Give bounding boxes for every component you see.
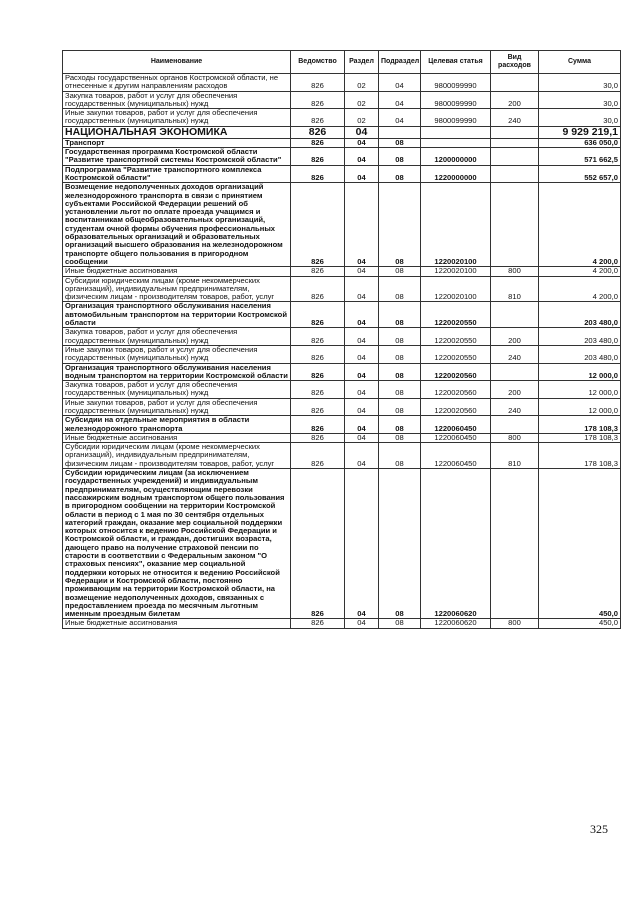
row-expense-type: 200	[491, 381, 539, 399]
row-article: 1220060450	[421, 433, 491, 442]
row-subsection: 08	[379, 345, 421, 363]
header-dept: Ведомство	[291, 51, 345, 74]
row-name: Иные бюджетные ассигнования	[63, 267, 291, 276]
row-section: 02	[345, 91, 379, 109]
row-subsection: 04	[379, 109, 421, 127]
row-section: 04	[345, 443, 379, 469]
row-section: 04	[345, 381, 379, 399]
table-row	[63, 109, 621, 127]
row-expense-type	[491, 74, 539, 92]
row-subsection: 08	[379, 165, 421, 183]
row-sum: 9 929 219,1	[539, 126, 621, 138]
row-dept: 826	[291, 91, 345, 109]
table-row	[63, 183, 621, 267]
row-article: 1220020100	[421, 183, 491, 267]
row-dept: 826	[291, 148, 345, 166]
row-subsection: 08	[379, 416, 421, 434]
row-expense-type	[491, 416, 539, 434]
row-name: Закупка товаров, работ и услуг для обеспечения государственных (муниципальных) нужд	[63, 328, 291, 346]
row-sum: 178 108,3	[539, 433, 621, 442]
table-body	[63, 74, 621, 629]
header-section: Раздел	[345, 51, 379, 74]
row-name: Субсидии юридическим лицам (кроме некоммерческих организаций), индивидуальным предпринимателям, физическим лицам - производителям товаров, работ, услуг	[63, 443, 291, 469]
row-name: Расходы государственных органов Костромской области, не отнесенные к другим направлениям расходов	[63, 74, 291, 92]
row-sum: 12 000,0	[539, 398, 621, 416]
row-name: Субсидии на отдельные мероприятия в области железнодорожного транспорта	[63, 416, 291, 434]
row-sum: 450,0	[539, 469, 621, 619]
row-article: 9800099990	[421, 74, 491, 92]
row-expense-type: 810	[491, 443, 539, 469]
row-dept: 826	[291, 381, 345, 399]
table-row	[63, 74, 621, 92]
row-dept: 826	[291, 469, 345, 619]
row-name: Закупка товаров, работ и услуг для обеспечения государственных (муниципальных) нужд	[63, 381, 291, 399]
table-row	[63, 148, 621, 166]
row-sum: 636 050,0	[539, 138, 621, 147]
row-section: 04	[345, 469, 379, 619]
row-dept: 826	[291, 74, 345, 92]
row-sum: 4 200,0	[539, 267, 621, 276]
row-subsection: 08	[379, 469, 421, 619]
row-article	[421, 138, 491, 147]
table-row	[63, 138, 621, 147]
row-section: 04	[345, 183, 379, 267]
table-row	[63, 126, 621, 138]
row-subsection: 04	[379, 74, 421, 92]
row-name: Субсидии юридическим лицам (кроме некоммерческих организаций), индивидуальным предпринимателям, физическим лицам - производителям товаров, работ, услуг	[63, 276, 291, 302]
row-article: 9800099990	[421, 109, 491, 127]
row-dept: 826	[291, 138, 345, 147]
row-section: 04	[345, 363, 379, 381]
row-sum: 552 657,0	[539, 165, 621, 183]
row-sum: 203 480,0	[539, 328, 621, 346]
header-name: Наименование	[63, 51, 291, 74]
row-article: 1220020100	[421, 267, 491, 276]
row-article: 1220060620	[421, 619, 491, 628]
row-article: 1200000000	[421, 148, 491, 166]
row-sum: 450,0	[539, 619, 621, 628]
row-article: 1220020550	[421, 302, 491, 328]
row-subsection: 08	[379, 619, 421, 628]
row-section: 04	[345, 138, 379, 147]
header-sum: Сумма	[539, 51, 621, 74]
row-name: Иные бюджетные ассигнования	[63, 433, 291, 442]
row-expense-type	[491, 469, 539, 619]
row-subsection: 08	[379, 267, 421, 276]
row-subsection: 08	[379, 398, 421, 416]
table-row	[63, 165, 621, 183]
row-expense-type: 800	[491, 619, 539, 628]
header-subsection: Подраздел	[379, 51, 421, 74]
row-expense-type: 800	[491, 433, 539, 442]
table-row	[63, 381, 621, 399]
row-section: 04	[345, 148, 379, 166]
row-expense-type: 240	[491, 109, 539, 127]
row-dept: 826	[291, 267, 345, 276]
row-subsection: 08	[379, 276, 421, 302]
row-section: 02	[345, 74, 379, 92]
table-row	[63, 398, 621, 416]
row-sum: 30,0	[539, 74, 621, 92]
row-dept: 826	[291, 345, 345, 363]
row-sum: 4 200,0	[539, 183, 621, 267]
row-expense-type: 810	[491, 276, 539, 302]
row-article: 1220020550	[421, 328, 491, 346]
row-article: 1220020100	[421, 276, 491, 302]
row-sum: 178 108,3	[539, 443, 621, 469]
row-section: 04	[345, 302, 379, 328]
row-sum: 571 662,5	[539, 148, 621, 166]
row-expense-type	[491, 138, 539, 147]
row-subsection: 08	[379, 328, 421, 346]
row-section: 04	[345, 276, 379, 302]
row-sum: 203 480,0	[539, 302, 621, 328]
row-name: Иные закупки товаров, работ и услуг для обеспечения государственных (муниципальных) нужд	[63, 109, 291, 127]
header-article: Целевая статья	[421, 51, 491, 74]
header-row	[63, 51, 621, 74]
row-dept: 826	[291, 416, 345, 434]
row-dept: 826	[291, 619, 345, 628]
table-row	[63, 267, 621, 276]
row-sum: 12 000,0	[539, 363, 621, 381]
row-dept: 826	[291, 165, 345, 183]
row-article	[421, 126, 491, 138]
row-expense-type: 240	[491, 398, 539, 416]
row-expense-type	[491, 148, 539, 166]
row-article: 9800099990	[421, 91, 491, 109]
row-section: 04	[345, 267, 379, 276]
row-subsection	[379, 126, 421, 138]
row-name: Возмещение недополученных доходов организаций железнодорожного транспорта в связи с принятием субъектами Российской Федерации решений об установлении льгот по оплате проезда учащимся и воспитанникам общеобразовательных организаций, студентам очной формы обучения профессиональных образовательных организаций и образовательных организаций высшего образования на железнодорожном транспорте общего пользования в пригородном сообщении	[63, 183, 291, 267]
row-section: 04	[345, 433, 379, 442]
row-dept: 826	[291, 363, 345, 381]
row-name: НАЦИОНАЛЬНАЯ ЭКОНОМИКА	[63, 126, 291, 138]
row-section: 02	[345, 109, 379, 127]
table-row	[63, 443, 621, 469]
row-article: 1220020550	[421, 345, 491, 363]
row-subsection: 08	[379, 363, 421, 381]
row-subsection: 08	[379, 138, 421, 147]
row-subsection: 08	[379, 183, 421, 267]
row-article: 1220000000	[421, 165, 491, 183]
row-expense-type	[491, 165, 539, 183]
row-dept: 826	[291, 276, 345, 302]
row-sum: 30,0	[539, 109, 621, 127]
budget-table	[62, 50, 621, 629]
row-name: Иные закупки товаров, работ и услуг для обеспечения государственных (муниципальных) нужд	[63, 345, 291, 363]
row-subsection: 08	[379, 443, 421, 469]
row-name: Иные бюджетные ассигнования	[63, 619, 291, 628]
table-row	[63, 619, 621, 628]
row-sum: 30,0	[539, 91, 621, 109]
row-article: 1220020560	[421, 363, 491, 381]
row-expense-type	[491, 126, 539, 138]
row-expense-type	[491, 183, 539, 267]
row-expense-type	[491, 363, 539, 381]
row-section: 04	[345, 328, 379, 346]
row-sum: 12 000,0	[539, 381, 621, 399]
row-dept: 826	[291, 398, 345, 416]
row-sum: 4 200,0	[539, 276, 621, 302]
row-sum: 178 108,3	[539, 416, 621, 434]
table-row	[63, 91, 621, 109]
row-name: Организация транспортного обслуживания населения водным транспортом на территории Костромской области	[63, 363, 291, 381]
row-dept: 826	[291, 109, 345, 127]
row-subsection: 08	[379, 381, 421, 399]
row-dept: 826	[291, 433, 345, 442]
row-dept: 826	[291, 183, 345, 267]
row-expense-type: 240	[491, 345, 539, 363]
row-section: 04	[345, 416, 379, 434]
table-row	[63, 433, 621, 442]
row-subsection: 08	[379, 148, 421, 166]
row-name: Организация транспортного обслуживания населения автомобильным транспортом на территории Костромской области	[63, 302, 291, 328]
row-name: Транспорт	[63, 138, 291, 147]
row-section: 04	[345, 398, 379, 416]
row-dept: 826	[291, 302, 345, 328]
row-name: Закупка товаров, работ и услуг для обеспечения государственных (муниципальных) нужд	[63, 91, 291, 109]
row-article: 1220020560	[421, 398, 491, 416]
row-dept: 826	[291, 328, 345, 346]
row-expense-type: 200	[491, 91, 539, 109]
table-row	[63, 302, 621, 328]
row-section: 04	[345, 619, 379, 628]
table-row	[63, 363, 621, 381]
row-name: Подпрограмма "Развитие транспортного комплекса Костромской области"	[63, 165, 291, 183]
row-expense-type: 800	[491, 267, 539, 276]
row-section: 04	[345, 165, 379, 183]
row-subsection: 04	[379, 91, 421, 109]
row-expense-type	[491, 302, 539, 328]
row-subsection: 08	[379, 302, 421, 328]
row-article: 1220060620	[421, 469, 491, 619]
row-section: 04	[345, 345, 379, 363]
table-row	[63, 276, 621, 302]
row-name: Иные закупки товаров, работ и услуг для обеспечения государственных (муниципальных) нужд	[63, 398, 291, 416]
row-expense-type: 200	[491, 328, 539, 346]
header-expense-type: Вид расходов	[491, 51, 539, 74]
table-row	[63, 328, 621, 346]
row-article: 1220060450	[421, 443, 491, 469]
row-dept: 826	[291, 443, 345, 469]
row-section: 04	[345, 126, 379, 138]
table-row	[63, 469, 621, 619]
row-article: 1220020560	[421, 381, 491, 399]
table-row	[63, 416, 621, 434]
row-dept: 826	[291, 126, 345, 138]
table-row	[63, 345, 621, 363]
page-number: 325	[590, 822, 608, 836]
row-subsection: 08	[379, 433, 421, 442]
row-name: Государственная программа Костромской области "Развитие транспортной системы Костромской области"	[63, 148, 291, 166]
row-sum: 203 480,0	[539, 345, 621, 363]
row-name: Субсидии юридическим лицам (за исключением государственных учреждений) и индивидуальным предпринимателям, осуществляющим перевозки пассажирским водным транспортом общего пользования в пригородном сообщении на территории Костромской области в период с 1 мая по 30 сентября отдельных категорий граждан, оказание мер социальной поддержки которых относится к ведению Российской Федерации и Костромской области, и граждан, достигших возраста, дающего право на получение страховой пенсии по старости в соответствии с Федеральным законом "О страховых пенсиях", оказание мер социальной поддержки которых не относится к ведению Российской Федерации и Костромской области, постоянно проживающим на территории Костромской области, на возмещение недополученных доходов, связанных с предоставлением проезда по месячным льготным именным проездным билетам	[63, 469, 291, 619]
row-article: 1220060450	[421, 416, 491, 434]
